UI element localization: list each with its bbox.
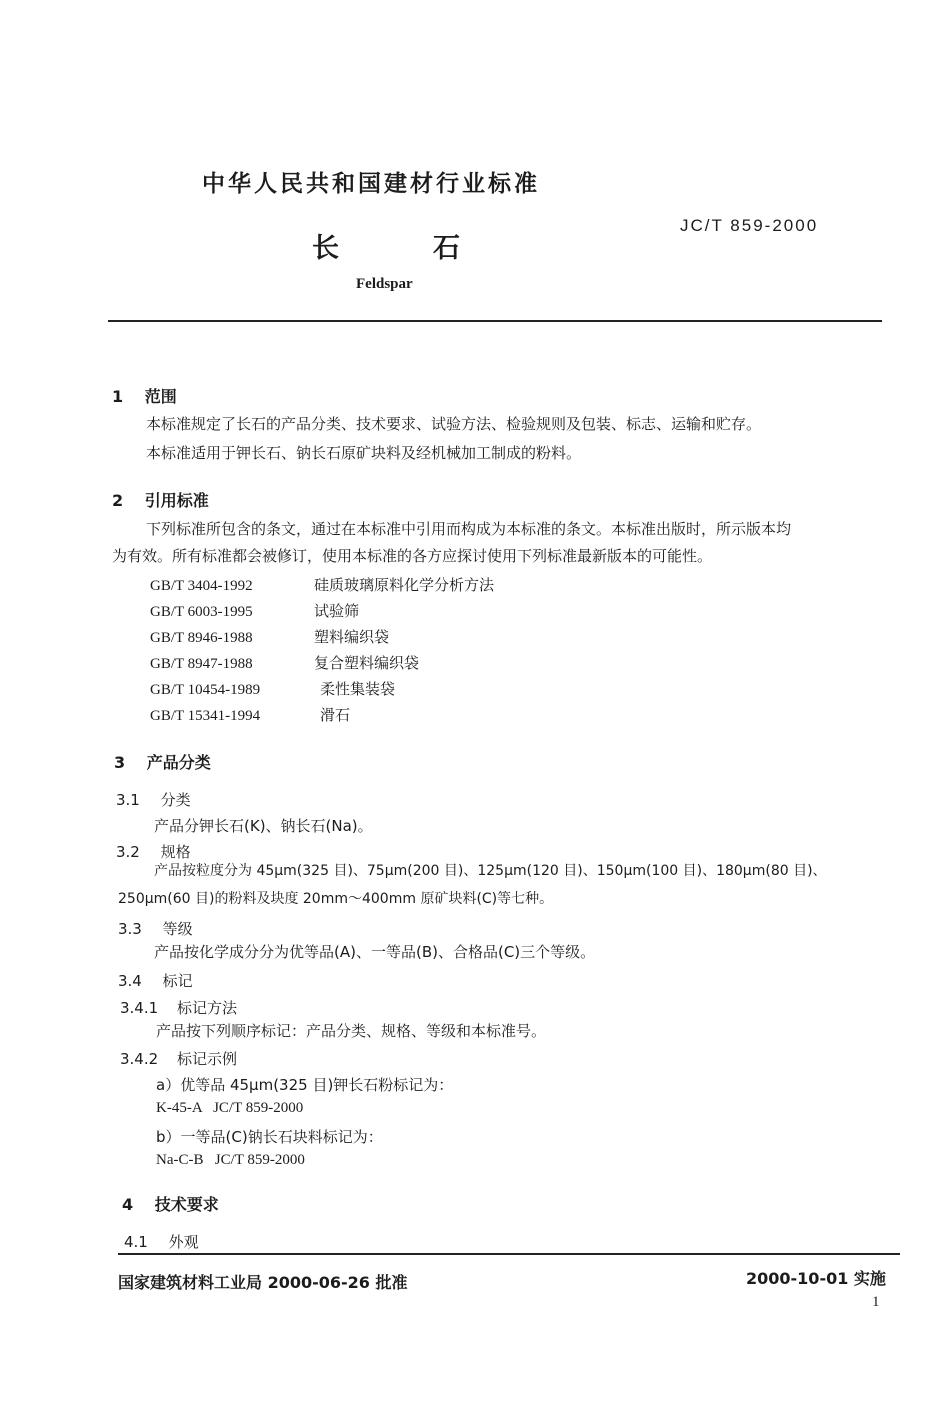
subsection-3-1-text: 产品分钾长石(K)、钠长石(Na)。	[154, 817, 373, 835]
reference-name: 塑料编织袋	[314, 628, 390, 646]
section-2-paragraph-line-1: 下列标准所包含的条文，通过在本标准中引用而构成为本标准的条文。本标准出版时，所示版本均	[146, 520, 792, 538]
subsection-number: 3.4.1	[120, 999, 159, 1017]
subsection-title: 外观	[168, 1233, 199, 1251]
subsection-3-4-1-heading	[120, 997, 237, 1018]
reference-name: 试验筛	[314, 602, 360, 620]
reference-code: GB/T 8946-1988	[150, 630, 253, 646]
subsection-3-2-heading	[116, 841, 191, 862]
header-divider	[108, 320, 882, 322]
reference-code: GB/T 3404-1992	[150, 578, 253, 594]
subsection-3-4-2-heading	[120, 1048, 237, 1069]
section-1-paragraph-1: 本标准规定了长石的产品分类、技术要求、试验方法、检验规则及包装、标志、运输和贮存。	[146, 415, 762, 433]
issuing-body-title: 中华人民共和国建材行业标准	[202, 171, 540, 197]
section-1-heading	[112, 384, 177, 407]
standard-code: JC/T 859-2000	[680, 216, 819, 235]
subsection-3-1-heading	[116, 789, 191, 810]
document-subtitle: Feldspar	[356, 276, 413, 292]
reference-code: GB/T 8947-1988	[150, 656, 253, 672]
subsection-title: 标记方法	[176, 999, 237, 1017]
example-a-text: a）优等品 45μm(325 目)钾长石粉标记为：	[156, 1076, 454, 1094]
reference-name: 复合塑料编织袋	[314, 654, 420, 672]
subsection-3-4-heading	[118, 970, 193, 991]
section-3-heading	[114, 750, 211, 773]
example-b-code: Na-C-B JC/T 859-2000	[156, 1152, 305, 1168]
reference-code: GB/T 15341-1994	[150, 708, 261, 724]
reference-name: 柔性集装袋	[320, 680, 396, 698]
subsection-title: 等级	[162, 920, 193, 938]
section-4-heading	[122, 1192, 219, 1215]
page-number: 1	[872, 1294, 880, 1310]
reference-name: 滑石	[320, 706, 351, 724]
subsection-3-2-line-1: 产品按粒度分为 45μm(325 目)、75μm(200 目)、125μm(120 目)、150μm(100 目)、180μm(80 目)、	[154, 863, 827, 879]
reference-list	[150, 574, 494, 730]
approval-line: 国家建筑材料工业局 2000-06-26 批准	[118, 1273, 408, 1292]
reference-code: GB/T 10454-1989	[150, 682, 261, 698]
list-item	[150, 704, 494, 730]
subsection-number: 3.3	[118, 920, 142, 938]
subsection-title: 分类	[160, 791, 191, 809]
list-item	[150, 574, 494, 600]
subsection-3-3-text: 产品按化学成分分为优等品(A)、一等品(B)、合格品(C)三个等级。	[154, 943, 596, 961]
subsection-title: 标记	[162, 972, 193, 990]
subsection-title: 标记示例	[176, 1050, 237, 1068]
section-1-paragraph-2: 本标准适用于钾长石、钠长石原矿块料及经机械加工制成的粉料。	[146, 444, 582, 462]
subsection-number: 3.1	[116, 791, 140, 809]
reference-code: GB/T 6003-1995	[150, 604, 253, 620]
subsection-3-2-line-2: 250μm(60 目)的粉料及块度 20mm～400mm 原矿块料(C)等七种。	[118, 891, 554, 907]
subsection-number: 3.4.2	[120, 1050, 159, 1068]
section-2-paragraph-line-2: 为有效。所有标准都会被修订，使用本标准的各方应探讨使用下列标准最新版本的可能性。	[112, 547, 713, 565]
subsection-title: 规格	[160, 843, 191, 861]
section-number: 4	[122, 1195, 134, 1214]
effective-date-line: 2000-10-01 实施	[746, 1269, 886, 1288]
section-number: 3	[114, 753, 126, 772]
list-item	[150, 600, 494, 626]
section-title: 范围	[144, 387, 177, 406]
reference-name: 硅质玻璃原料化学分析方法	[314, 576, 495, 594]
list-item	[150, 652, 494, 678]
subsection-number: 3.4	[118, 972, 142, 990]
footer-divider	[118, 1253, 900, 1255]
section-number: 1	[112, 387, 124, 406]
list-item	[150, 678, 494, 704]
section-title: 产品分类	[146, 753, 211, 772]
section-title: 技术要求	[154, 1195, 219, 1214]
document-title: 长石	[312, 233, 554, 264]
subsection-3-3-heading	[118, 918, 193, 939]
subsection-number: 4.1	[124, 1233, 148, 1251]
list-item	[150, 626, 494, 652]
subsection-number: 3.2	[116, 843, 140, 861]
subsection-3-4-1-text: 产品按下列顺序标记：产品分类、规格、等级和本标准号。	[156, 1022, 547, 1040]
section-2-heading	[112, 488, 209, 511]
example-b-text: b）一等品(C)钠长石块料标记为：	[156, 1128, 383, 1146]
section-title: 引用标准	[144, 491, 209, 510]
example-a-code: K-45-A JC/T 859-2000	[156, 1100, 304, 1116]
subsection-4-1-heading	[124, 1231, 199, 1252]
section-number: 2	[112, 491, 124, 510]
